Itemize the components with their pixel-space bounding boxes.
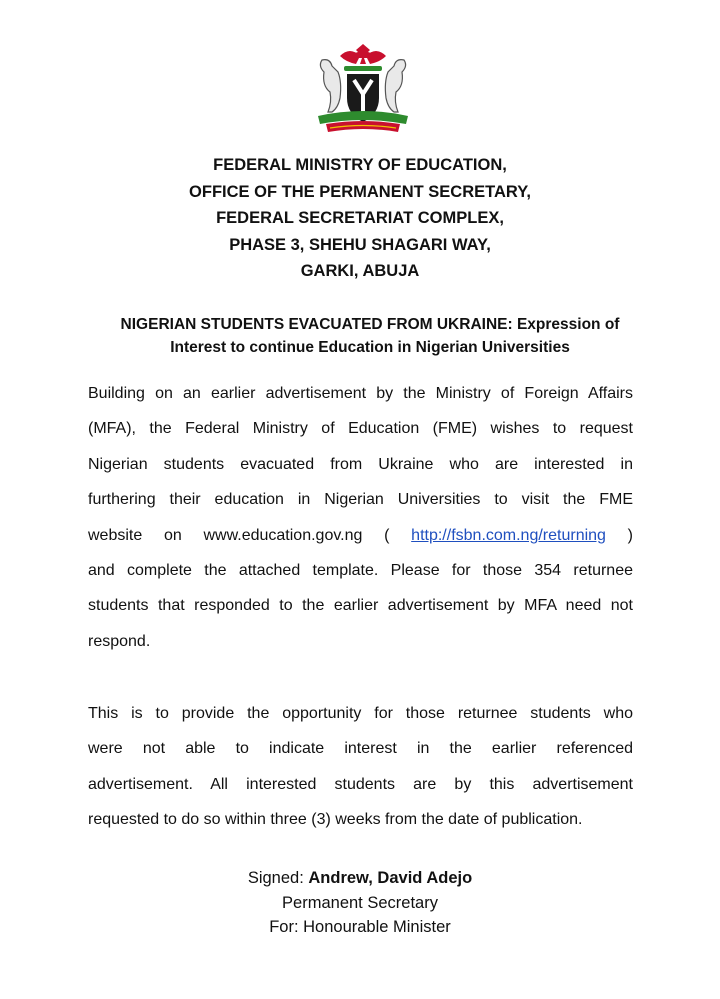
for-line: For: Honourable Minister xyxy=(269,918,451,936)
address-line: GARKI, ABUJA xyxy=(300,262,420,280)
address-line: PHASE 3, SHEHU SHAGARI WAY, xyxy=(229,235,491,254)
subject-line-2: Interest to continue Education in Nigerian Universities xyxy=(170,339,570,356)
signed-label: Signed: xyxy=(247,869,304,887)
returning-link[interactable]: http://fsbn.com.ng/returning xyxy=(411,526,606,544)
paragraph-line: requested to do so within three (3) weeks from the date of publication. xyxy=(88,811,583,829)
ministry-address xyxy=(0,152,720,285)
paragraph-line: (MFA), the Federal Ministry of Education (FME) wishes to request xyxy=(88,420,633,438)
paragraph-line: were not able to indicate interest in the earlier referenced xyxy=(88,740,633,758)
paragraph-line: This is to provide the opportunity for those returnee students who xyxy=(88,705,633,722)
paragraph-line-with-link xyxy=(88,518,633,553)
paragraph-line: advertisement. All interested students are by this advertisement xyxy=(88,775,633,793)
paragraph-line: furthering their education in Nigerian Universities to visit the FME xyxy=(88,491,633,509)
paragraph-line: Building on an earlier advertisement by the Ministry of Foreign Affairs xyxy=(88,385,633,402)
address-line: OFFICE OF THE PERMANENT SECRETARY, xyxy=(189,182,531,201)
paragraph-2 xyxy=(88,696,633,838)
signatory-title: Permanent Secretary xyxy=(282,893,438,912)
subject-heading xyxy=(70,313,670,359)
paragraph-line: students that responded to the earlier advertisement by MFA need not xyxy=(88,597,633,615)
paragraph-1 xyxy=(88,376,633,659)
address-line: FEDERAL SECRETARIAT COMPLEX, xyxy=(216,209,504,227)
coat-of-arms-icon xyxy=(310,42,416,136)
subject-line-1: NIGERIAN STUDENTS EVACUATED FROM UKRAINE: Expression of xyxy=(120,316,620,333)
website-text: website on www.education.gov.ng ( xyxy=(88,526,390,544)
signature-block xyxy=(0,866,720,940)
address-line: FEDERAL MINISTRY OF EDUCATION, xyxy=(213,156,507,174)
signed-line xyxy=(0,866,720,891)
paragraph-line: respond. xyxy=(88,632,151,650)
closing-paren: ) xyxy=(627,526,633,544)
paragraph-line: Nigerian students evacuated from Ukraine who are interested in xyxy=(88,455,633,473)
signatory-name: Andrew, David Adejo xyxy=(308,869,473,887)
paragraph-line: and complete the attached template. Please for those 354 returnee xyxy=(88,561,633,579)
